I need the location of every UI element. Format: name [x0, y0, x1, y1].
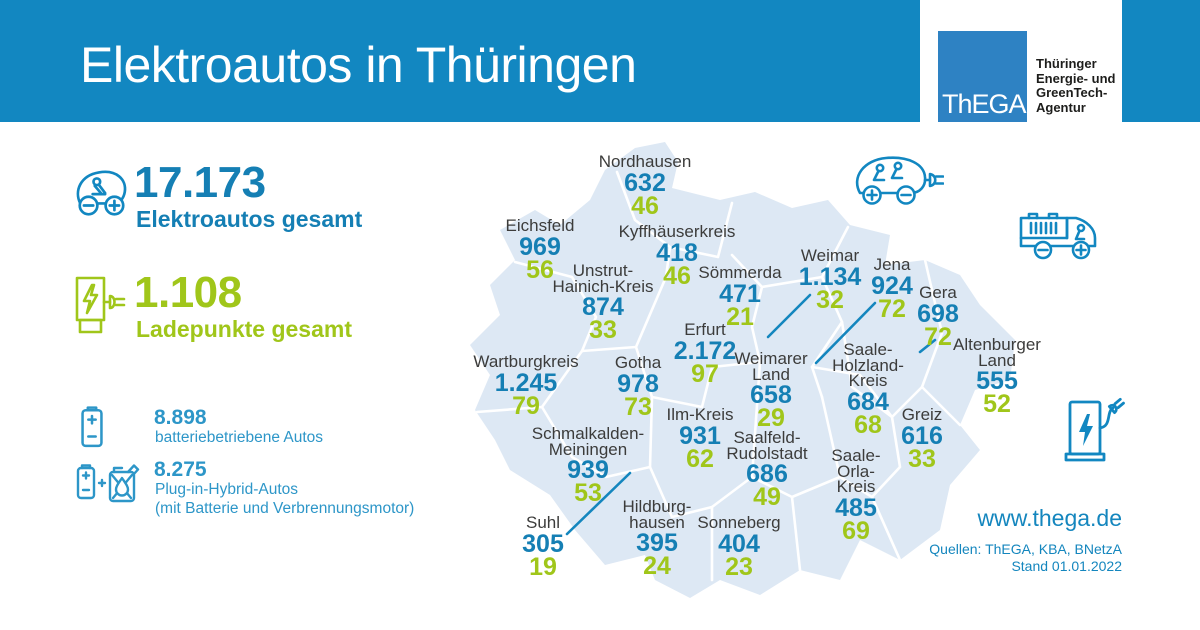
- total-cars-value: 17.173: [134, 158, 266, 207]
- district-name: Ilm-Kreis: [666, 405, 734, 424]
- district-name: Schmalkalden-: [531, 424, 645, 443]
- district-charging-count: 33: [908, 444, 936, 473]
- district-name: Weimarer: [734, 349, 808, 368]
- district-charging-count: 69: [842, 516, 870, 545]
- logo-subtitle-line: GreenTech-: [1036, 85, 1108, 100]
- thega-logo: [920, 0, 1122, 122]
- district-name: Weimar: [800, 246, 860, 265]
- logo-subtitle-line: Thüringer: [1036, 56, 1097, 71]
- district-charging-count: 46: [663, 261, 691, 290]
- district-charging-count: 68: [854, 410, 882, 439]
- logo-subtitle-line: Energie- und: [1036, 70, 1116, 86]
- district-name: Saalfeld-: [733, 428, 801, 447]
- district-cars-count: 939: [567, 456, 609, 484]
- district-name: Rudolstadt: [726, 443, 808, 463]
- district-charging-count: 52: [983, 390, 1011, 418]
- sources-note: [929, 541, 1122, 575]
- thega-logo-subtitle: [1036, 57, 1115, 115]
- hybrid-cars-sublabel: (mit Batterie und Verbrennungsmotor): [155, 500, 415, 517]
- district-cars-count: 395: [636, 529, 678, 557]
- district-name: Hainich-Kreis: [552, 276, 654, 296]
- thega-wordmark: ThEGA: [942, 89, 1026, 119]
- charging-points-label: Ladepunkte gesamt: [136, 316, 352, 342]
- district-charging-count: 72: [878, 294, 906, 323]
- district-charging-count: 46: [631, 191, 659, 220]
- district-charging-count: 72: [924, 322, 952, 351]
- website-link[interactable]: www.thega.de: [977, 505, 1122, 531]
- district-name: Kreis: [848, 371, 888, 390]
- total-cars-label: Elektroautos gesamt: [136, 206, 363, 232]
- district-name: Saale-: [831, 446, 881, 465]
- district-name: Altenburger: [953, 335, 1041, 354]
- district-cars-count: 874: [582, 293, 624, 321]
- district-cars-count: 616: [901, 421, 943, 450]
- charging-points-value: 1.108: [134, 268, 242, 317]
- electric-car-icon: [72, 160, 132, 220]
- district-name: Kyffhäuserkreis: [618, 222, 736, 241]
- electric-truck-icon: [1016, 208, 1104, 260]
- district-cars-count: 555: [976, 367, 1018, 395]
- district-cars-count: 1.245: [494, 368, 558, 397]
- battery-cars-value: 8.898: [154, 406, 207, 429]
- district-cars-count: 305: [522, 529, 564, 558]
- battery-fuel-icon: [74, 458, 140, 510]
- district-charging-count: 19: [529, 552, 557, 581]
- date-line: Stand 01.01.2022: [1011, 558, 1122, 574]
- district-name: hausen: [629, 512, 685, 532]
- district-charging-count: 49: [753, 483, 781, 511]
- district-cars-count: 418: [656, 238, 698, 267]
- district-charging-count: 97: [691, 359, 719, 388]
- district-cars-count: 2.172: [673, 336, 737, 365]
- district-cars-count: 485: [835, 493, 877, 522]
- district-charging-count: 62: [686, 444, 714, 473]
- district-name: Saale-: [843, 340, 893, 359]
- district-name: Erfurt: [684, 320, 726, 339]
- district-name: Holzland-: [832, 355, 904, 375]
- district-cars-count: 698: [917, 299, 959, 328]
- district-name: Kreis: [836, 477, 876, 496]
- district-cars-count: 404: [718, 529, 760, 558]
- district-cars-count: 924: [871, 271, 913, 300]
- district-name: Wartburgkreis: [473, 352, 579, 371]
- district-name: Sonneberg: [697, 513, 781, 532]
- thega-logo-square: [938, 31, 1027, 122]
- district-cars-count: 471: [719, 279, 761, 308]
- district-cars-count: 658: [750, 381, 792, 409]
- page-title: Elektroautos in Thüringen: [80, 37, 637, 93]
- district-cars-count: 632: [624, 168, 666, 197]
- district-charging-count: 73: [624, 392, 652, 421]
- district-name: Nordhausen: [598, 152, 692, 171]
- district-charging-count: 21: [726, 302, 754, 331]
- district-name: Land: [752, 364, 790, 384]
- district-charging-count: 29: [757, 404, 785, 432]
- district-charging-count: 53: [574, 479, 602, 507]
- district-name: Meiningen: [548, 439, 628, 459]
- district-name: Orla-: [837, 461, 875, 481]
- sources-line: Quellen: ThEGA, KBA, BNetzA: [929, 541, 1122, 557]
- district-charging-count: 24: [643, 552, 671, 580]
- district-charging-count: 23: [725, 552, 753, 581]
- district-name: Jena: [873, 255, 911, 274]
- district-name: Greiz: [901, 405, 943, 424]
- district-cars-count: 1.134: [798, 262, 862, 291]
- battery-cars-label: batteriebetriebene Autos: [155, 429, 324, 446]
- hybrid-cars-label: Plug-in-Hybrid-Autos: [155, 481, 298, 498]
- district-name: Gera: [919, 283, 957, 302]
- district-name: Land: [978, 350, 1016, 370]
- district-name: Suhl: [525, 513, 561, 532]
- thuringia-outline: [470, 142, 1015, 598]
- logo-subtitle-line: Agentur: [1036, 99, 1086, 115]
- charging-station-icon: [74, 274, 130, 338]
- district-name: Hildburg-: [622, 497, 692, 516]
- district-name: Eichsfeld: [505, 216, 575, 235]
- district-charging-count: 79: [512, 391, 540, 420]
- district-cars-count: 931: [679, 421, 721, 450]
- district-charging-count: 33: [589, 316, 617, 344]
- district-charging-count: 56: [526, 255, 554, 284]
- district-charging-count: 32: [816, 285, 844, 314]
- district-cars-count: 686: [746, 460, 788, 488]
- district-name: Sömmerda: [698, 263, 782, 282]
- district-cars-count: 969: [519, 232, 561, 261]
- charging-station-plug-icon: [1062, 396, 1128, 468]
- district-cars-count: 684: [847, 387, 889, 416]
- district-name: Gotha: [614, 353, 662, 372]
- district-cars-count: 978: [617, 369, 659, 398]
- district-name: Unstrut-: [572, 261, 634, 280]
- electric-car-plug-icon: [848, 150, 944, 208]
- hybrid-cars-value: 8.275: [154, 458, 207, 481]
- battery-icon: [79, 406, 105, 448]
